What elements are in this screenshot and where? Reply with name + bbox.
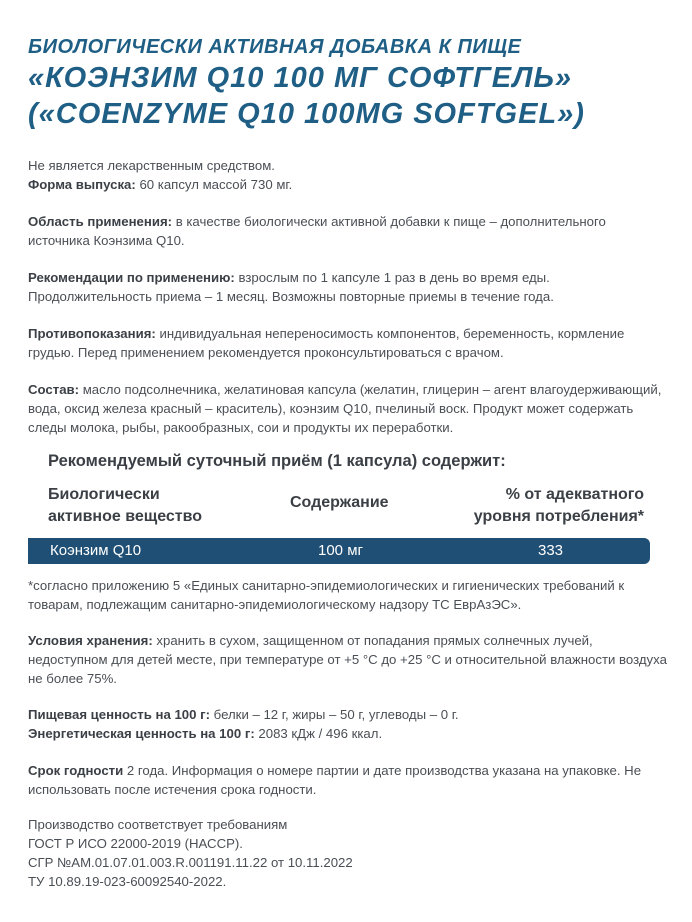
- product-title: [28, 34, 678, 132]
- production-line-2: ГОСТ Р ИСО 22000-2019 (НАССР).: [28, 836, 243, 851]
- storage-block: [28, 631, 668, 688]
- row-amount: 100 мг: [318, 542, 363, 559]
- footnote-text: *согласно приложению 5 «Единых санитарно-эпидемиологических и гигиенических требований к товарам, подлежащим санитарно-эпидемиологическому надзору ТС ЕврАзЭС».: [28, 578, 625, 612]
- storage-label: Условия хранения:: [28, 633, 153, 648]
- nutrition-value: белки – 12 г, жиры – 50 г, углеводы – 0 г.: [210, 707, 459, 722]
- title-line-2: «КОЭНЗИМ Q10 100 МГ СОФТГЕЛЬ»: [28, 62, 573, 94]
- composition-value: масло подсолнечника, желатиновая капсула (желатин, глицерин – агент влагоудерживающий, вода, оксид железа красный – краситель), коэнзим Q10, пчелиный воск. Продукт может содержать следы молока, рыбы, ракообразных, сои и продукты их переработки.: [28, 382, 662, 435]
- title-line-1: БИОЛОГИЧЕСКИ АКТИВНАЯ ДОБАВКА К ПИЩЕ: [28, 36, 522, 58]
- usage-label: Рекомендации по применению:: [28, 270, 235, 285]
- shelf-value: 2 года. Информация о номере партии и дате производства указана на упаковке. Не использовать после истечения срока годности.: [28, 763, 642, 797]
- scope-label: Область применения:: [28, 214, 173, 229]
- form-line: [28, 175, 668, 194]
- footnote-block: [28, 576, 668, 614]
- title-line-3: («COENZYME Q10 100MG SOFTGEL»): [28, 98, 585, 130]
- scope-value: в качестве биологически активной добавки к пище – дополнительного источника Коэнзима Q10.: [28, 214, 606, 248]
- header-substance-line-1: Биологически: [48, 486, 160, 503]
- row-substance: Коэнзим Q10: [50, 542, 142, 559]
- not-medicine-text: Не является лекарственным средством.: [28, 158, 275, 173]
- storage-value: хранить в сухом, защищенном от попадания прямых солнечных лучей, недоступном для детей месте, при температуре от +5 °С до +25 °С и относительной влажности воздуха не более 75%.: [28, 633, 667, 686]
- production-block: [28, 815, 668, 891]
- scope-block: [28, 212, 668, 250]
- nutrition-block: [28, 705, 668, 743]
- production-line-1: Производство соответствует требованиям: [28, 817, 288, 832]
- energy-value: 2083 кДж / 496 ккал.: [254, 726, 383, 741]
- header-substance-line-2: активное вещество: [48, 508, 203, 525]
- table-row: [28, 538, 650, 564]
- usage-value: взрослым по 1 капсуле 1 раз в день во время еды. Продолжительность приема – 1 месяц. Возможны повторные приемы в течение года.: [28, 270, 554, 304]
- intro-block: [28, 156, 668, 194]
- form-label: Форма выпуска:: [28, 177, 136, 192]
- composition-block: [28, 380, 668, 437]
- table-header-substance: [48, 484, 202, 528]
- table-title: Рекомендуемый суточный приём (1 капсула) содержит:: [48, 452, 506, 470]
- shelf-label: Срок годности: [28, 763, 124, 778]
- nutrition-label: Пищевая ценность на 100 г:: [28, 707, 211, 722]
- header-percent-line-1: % от адекватного: [505, 486, 644, 503]
- contra-value: индивидуальная непереносимость компонентов, беременность, кормление грудью. Перед применением рекомендуется проконсультироваться с врачом.: [28, 326, 625, 360]
- row-percent: 333: [538, 542, 564, 559]
- form-value: 60 капсул массой 730 мг.: [135, 177, 293, 192]
- energy-label: Энергетическая ценность на 100 г:: [28, 726, 255, 741]
- contra-label: Противопоказания:: [28, 326, 156, 341]
- usage-block: [28, 268, 668, 306]
- table-header-amount: Содержание: [290, 494, 389, 511]
- header-percent-line-2: уровня потребления*: [473, 508, 644, 525]
- table-header-percent: [474, 484, 644, 528]
- composition-label: Состав:: [28, 382, 80, 397]
- production-line-3: СГР №AM.01.07.01.003.R.001191.11.22 от 10.11.2022: [28, 855, 353, 870]
- production-line-4: ТУ 10.89.19-023-60092540-2022.: [28, 874, 227, 889]
- contra-block: [28, 324, 668, 362]
- shelf-block: [28, 761, 668, 799]
